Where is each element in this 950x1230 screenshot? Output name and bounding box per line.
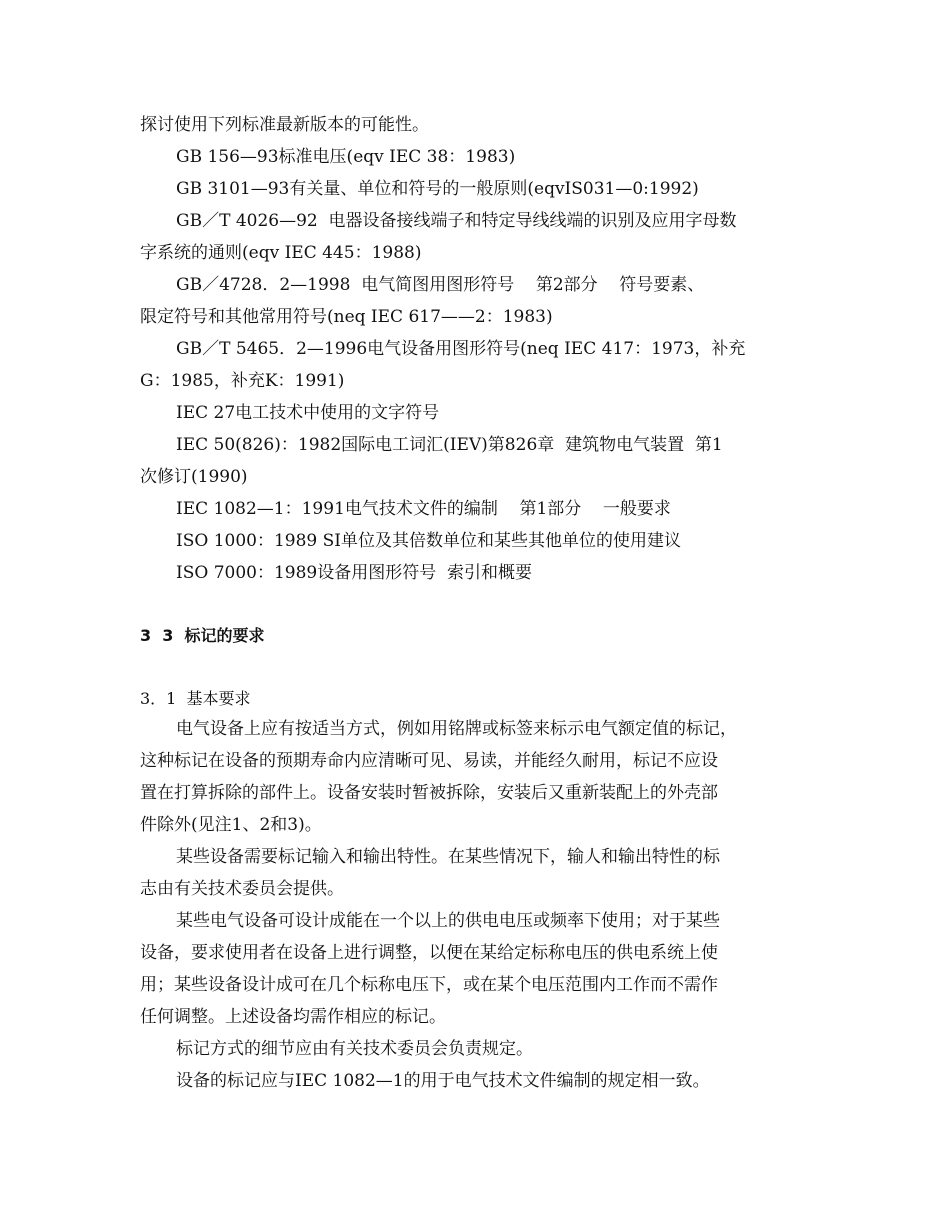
reference-item-continuation: 字系统的通则(eqv IEC 445：1988) [140, 243, 422, 263]
reference-item: GB 3101—93有关量、单位和符号的一般原则(eqvIS031—0:1992) [176, 179, 699, 199]
reference-item: ISO 7000：1989设备用图形符号 索引和概要 [176, 563, 533, 583]
body-paragraph-line: 设备，要求使用者在设备上进行调整，以便在某给定标称电压的供电系统上使 [140, 943, 718, 963]
reference-item: GB 156—93标准电压(eqv IEC 38：1983) [176, 147, 516, 167]
reference-item: ISO 1000：1989 SI单位及其倍数单位和某些其他单位的使用建议 [176, 531, 681, 551]
reference-item: IEC 50(826)：1982国际电工词汇(IEV)第826章 建筑物电气装置 第1 [176, 435, 723, 455]
reference-item-continuation: 次修订(1990) [140, 467, 248, 487]
body-paragraph-line: 设备的标记应与IEC 1082—1的用于电气技术文件编制的规定相一致。 [176, 1071, 710, 1091]
section-heading: 3 3 标记的要求 [140, 626, 265, 645]
body-paragraph-line: 某些电气设备可设计成能在一个以上的供电电压或频率下使用；对于某些 [176, 911, 720, 931]
body-paragraph-line: 某些设备需要标记输入和输出特性。在某些情况下，输人和输出特性的标 [176, 847, 720, 867]
body-paragraph-line: 件除外(见注1、2和3)。 [140, 815, 322, 835]
subsection-heading: 3．1 基本要求 [140, 689, 251, 708]
reference-item: GB／T 5465．2—1996电气设备用图形符号(neq IEC 417：1973，补充 [176, 339, 746, 359]
reference-item: GB／4728．2—1998 电气简图用图形符号 第2部分 符号要素、 [176, 275, 705, 295]
body-paragraph-line: 用；某些设备设计成可在几个标称电压下，或在某个电压范围内工作而不需作 [140, 975, 718, 995]
body-paragraph-line: 电气设备上应有按适当方式，例如用铭牌或标签来标示电气额定值的标记， [176, 719, 737, 739]
body-paragraph-line: 志由有关技术委员会提供。 [140, 879, 344, 899]
reference-item-continuation: 限定符号和其他常用符号(neq IEC 617——2：1983) [140, 307, 553, 327]
reference-item: IEC 1082—1：1991电气技术文件的编制 第1部分 一般要求 [176, 499, 671, 519]
reference-item: IEC 27电工技术中使用的文字符号 [176, 403, 440, 423]
reference-item: GB／T 4026—92 电器设备接线端子和特定导线线端的识别及应用字母数 [176, 211, 737, 231]
body-paragraph-line: 任何调整。上述设备均需作相应的标记。 [140, 1007, 446, 1027]
reference-item-continuation: G：1985，补充K：1991) [140, 371, 345, 391]
body-paragraph-line: 标记方式的细节应由有关技术委员会负责规定。 [176, 1039, 533, 1059]
reference-intro-line: 探讨使用下列标准最新版本的可能性。 [140, 115, 429, 135]
body-paragraph-line: 置在打算拆除的部件上。设备安装时暂被拆除，安装后又重新装配上的外壳部 [140, 783, 718, 803]
body-paragraph-line: 这种标记在设备的预期寿命内应清晰可见、易读，并能经久耐用，标记不应设 [140, 751, 718, 771]
